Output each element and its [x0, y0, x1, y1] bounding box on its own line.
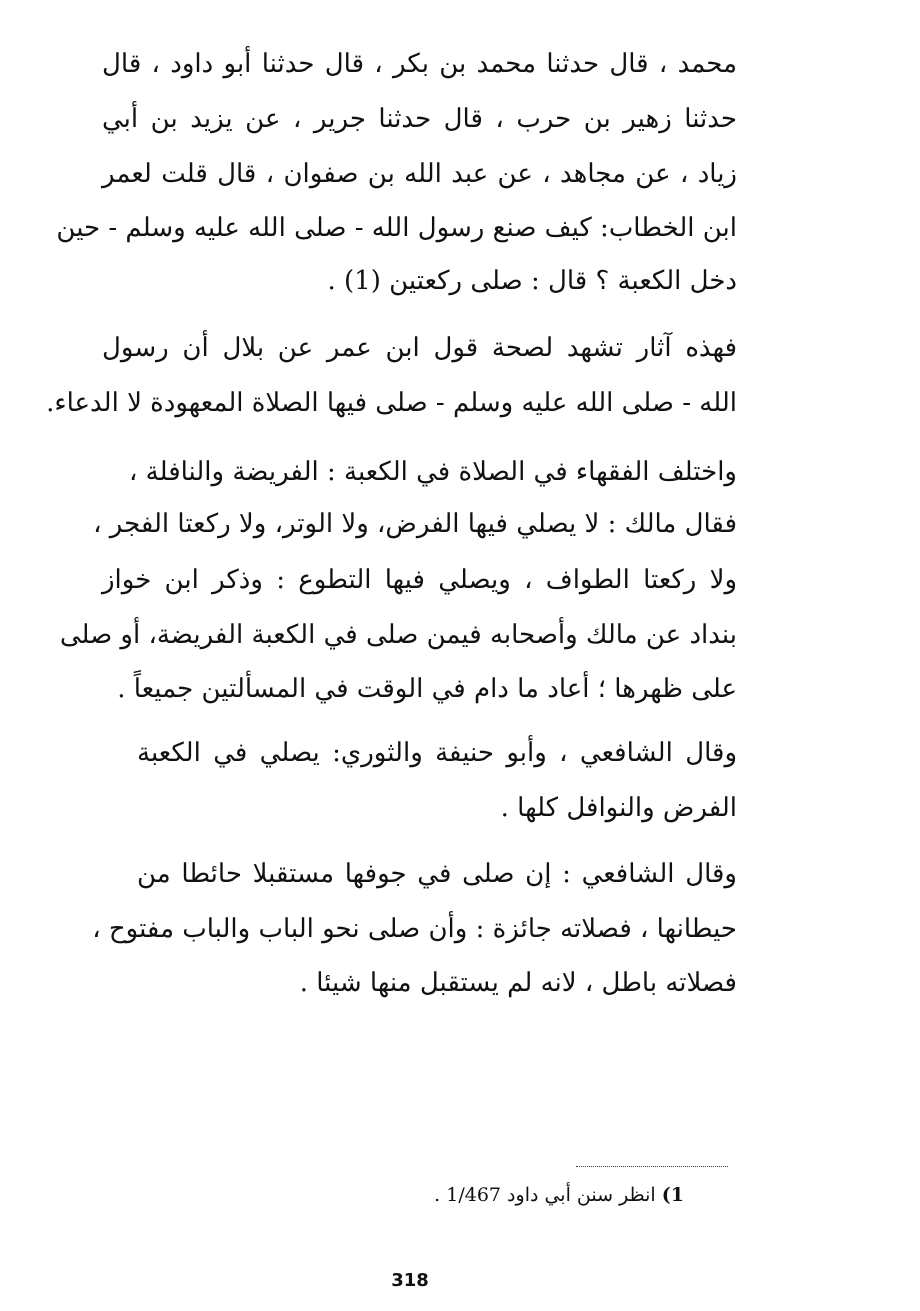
- text-line: بنداد عن مالك وأصحابه فيمن صلى في الكعبة الفريضة، أو صلى: [59, 620, 737, 650]
- text-line: فصلاته باطل ، لانه لم يستقبل منها شيئا .: [299, 968, 737, 998]
- text-line: محمد ، قال حدثنا محمد بن بكر ، قال حدثنا أبو داود ، قال: [102, 49, 737, 79]
- text-line: ابن الخطاب: كيف صنع رسول الله - صلى الله عليه وسلم - حين: [56, 213, 737, 243]
- text-line: الله - صلى الله عليه وسلم - صلى فيها الصلاة المعهودة لا الدعاء.: [46, 388, 737, 418]
- text-line: واختلف الفقهاء في الصلاة في الكعبة : الفريضة والنافلة ،: [128, 457, 737, 487]
- page-number: 318: [391, 1270, 429, 1291]
- footnote: [264, 1180, 684, 1210]
- footnote-text: انظر سنن أبي داود 1/467 .: [434, 1184, 656, 1206]
- text-line: زياد ، عن مجاهد ، عن عبد الله بن صفوان ، قال قلت لعمر: [102, 159, 737, 189]
- text-line: حدثنا زهير بن حرب ، قال حدثنا جرير ، عن يزيد بن أبي: [102, 104, 737, 134]
- text-line: حيطانها ، فصلاته جائزة : وأن صلى نحو الباب والباب مفتوح ،: [92, 914, 737, 944]
- text-line: وقال الشافعي ، وأبو حنيفة والثوري: يصلي في الكعبة: [137, 738, 737, 768]
- text-line: ولا ركعتا الطواف ، ويصلي فيها التطوع : وذكر ابن خواز: [102, 565, 737, 595]
- footnote-separator: [576, 1166, 728, 1167]
- text-line: على ظهرها ؛ أعاد ما دام في الوقت في المسألتين جميعاً .: [117, 674, 737, 704]
- text-line: الفرض والنوافل كلها .: [500, 793, 737, 823]
- text-line: وقال الشافعي : إن صلى في جوفها مستقبلا حائطا من: [137, 859, 737, 889]
- text-line: فهذه آثار تشهد لصحة قول ابن عمر عن بلال أن رسول: [102, 333, 737, 363]
- text-line: دخل الكعبة ؟ قال : صلى ركعتين (1) .: [327, 266, 737, 296]
- footnote-number: 1): [661, 1184, 684, 1206]
- text-line: فقال مالك : لا يصلي فيها الفرض، ولا الوتر، ولا ركعتا الفجر ،: [93, 509, 737, 539]
